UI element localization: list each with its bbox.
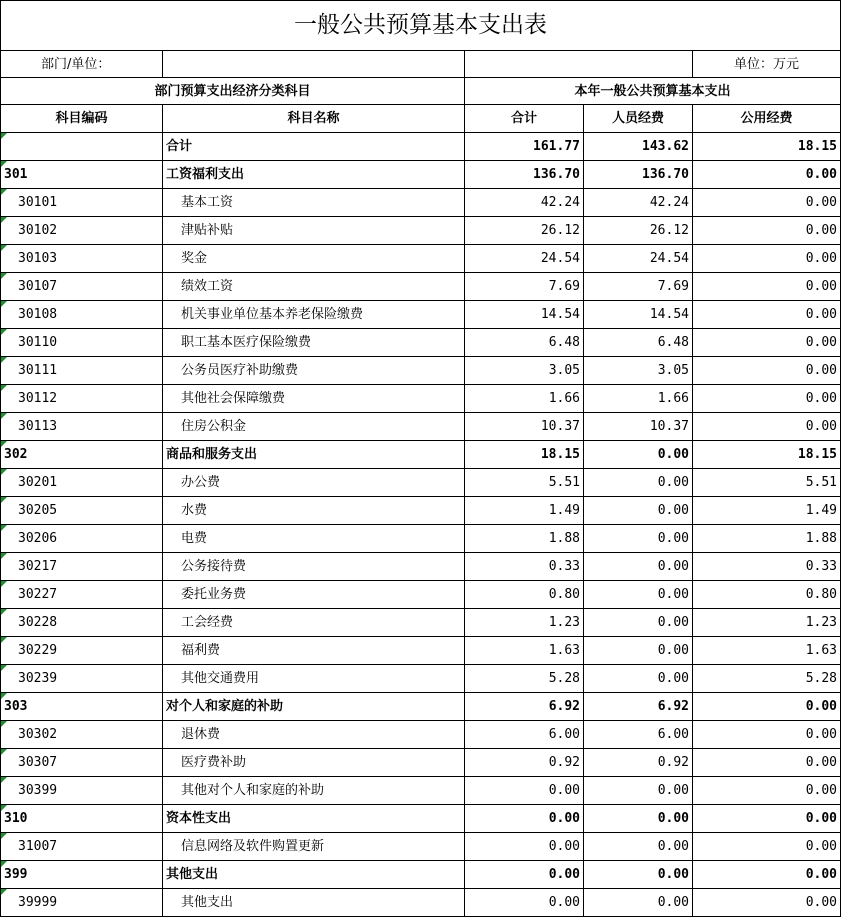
row-personnel: 3.05 <box>584 357 693 385</box>
row-code: 30201 <box>1 469 163 497</box>
row-total: 0.92 <box>465 749 584 777</box>
row-total: 7.69 <box>465 273 584 301</box>
row-code: 30113 <box>1 413 163 441</box>
row-public: 0.00 <box>693 721 841 749</box>
table-row <box>1 329 841 357</box>
row-total: 5.28 <box>465 665 584 693</box>
summary-total: 161.77 <box>465 133 584 161</box>
row-public: 0.00 <box>693 749 841 777</box>
row-total: 24.54 <box>465 245 584 273</box>
row-total: 6.00 <box>465 721 584 749</box>
row-code: 30206 <box>1 525 163 553</box>
row-name: 工资福利支出 <box>163 161 465 189</box>
row-name: 其他对个人和家庭的补助 <box>163 777 465 805</box>
table-row <box>1 553 841 581</box>
row-name: 办公费 <box>163 469 465 497</box>
row-code: 30399 <box>1 777 163 805</box>
row-name: 委托业务费 <box>163 581 465 609</box>
row-personnel: 7.69 <box>584 273 693 301</box>
row-code: 31007 <box>1 833 163 861</box>
row-name: 机关事业单位基本养老保险缴费 <box>163 301 465 329</box>
row-code: 30103 <box>1 245 163 273</box>
row-name: 电费 <box>163 525 465 553</box>
row-public: 0.00 <box>693 833 841 861</box>
table-row <box>1 525 841 553</box>
row-personnel: 26.12 <box>584 217 693 245</box>
category-row <box>1 805 841 833</box>
row-personnel: 0.00 <box>584 553 693 581</box>
row-public: 0.33 <box>693 553 841 581</box>
table-row <box>1 273 841 301</box>
row-name: 对个人和家庭的补助 <box>163 693 465 721</box>
summary-public: 18.15 <box>693 133 841 161</box>
row-personnel: 0.00 <box>584 497 693 525</box>
header-code: 科目编码 <box>1 105 163 133</box>
row-personnel: 0.00 <box>584 777 693 805</box>
table-row <box>1 301 841 329</box>
row-total: 5.51 <box>465 469 584 497</box>
header-total: 合计 <box>465 105 584 133</box>
row-public: 5.51 <box>693 469 841 497</box>
row-total: 42.24 <box>465 189 584 217</box>
table-row <box>1 413 841 441</box>
row-code: 30229 <box>1 637 163 665</box>
row-total: 1.49 <box>465 497 584 525</box>
row-name: 信息网络及软件购置更新 <box>163 833 465 861</box>
row-personnel: 0.92 <box>584 749 693 777</box>
row-public: 0.00 <box>693 329 841 357</box>
table-row <box>1 777 841 805</box>
summary-name: 合计 <box>163 133 465 161</box>
row-public: 1.23 <box>693 609 841 637</box>
row-name: 商品和服务支出 <box>163 441 465 469</box>
table-row <box>1 217 841 245</box>
row-name: 公务接待费 <box>163 553 465 581</box>
row-name: 津贴补贴 <box>163 217 465 245</box>
row-name: 奖金 <box>163 245 465 273</box>
row-code: 30112 <box>1 385 163 413</box>
row-total: 136.70 <box>465 161 584 189</box>
title-row <box>1 1 841 51</box>
row-code: 30228 <box>1 609 163 637</box>
row-personnel: 0.00 <box>584 861 693 889</box>
row-code: 30107 <box>1 273 163 301</box>
row-name: 其他支出 <box>163 861 465 889</box>
row-personnel: 6.00 <box>584 721 693 749</box>
row-public: 0.00 <box>693 189 841 217</box>
table-row <box>1 581 841 609</box>
row-name: 其他交通费用 <box>163 665 465 693</box>
row-code: 30239 <box>1 665 163 693</box>
row-total: 0.00 <box>465 833 584 861</box>
group-header-left: 部门预算支出经济分类科目 <box>1 78 465 105</box>
row-code: 301 <box>1 161 163 189</box>
row-total: 14.54 <box>465 301 584 329</box>
row-public: 0.00 <box>693 245 841 273</box>
group-header-right: 本年一般公共预算基本支出 <box>465 78 841 105</box>
table-row <box>1 469 841 497</box>
row-personnel: 1.66 <box>584 385 693 413</box>
table-row <box>1 245 841 273</box>
table-row <box>1 749 841 777</box>
row-code: 302 <box>1 441 163 469</box>
category-row <box>1 161 841 189</box>
row-personnel: 0.00 <box>584 833 693 861</box>
header-public: 公用经费 <box>693 105 841 133</box>
row-name: 职工基本医疗保险缴费 <box>163 329 465 357</box>
row-total: 1.88 <box>465 525 584 553</box>
row-public: 0.00 <box>693 889 841 917</box>
row-public: 5.28 <box>693 665 841 693</box>
row-personnel: 0.00 <box>584 581 693 609</box>
row-public: 0.00 <box>693 861 841 889</box>
row-personnel: 10.37 <box>584 413 693 441</box>
header-personnel: 人员经费 <box>584 105 693 133</box>
row-name: 退休费 <box>163 721 465 749</box>
dept-label: 部门/单位： <box>1 51 163 78</box>
row-name: 其他社会保障缴费 <box>163 385 465 413</box>
row-public: 1.49 <box>693 497 841 525</box>
row-total: 1.23 <box>465 609 584 637</box>
row-total: 18.15 <box>465 441 584 469</box>
table-row <box>1 833 841 861</box>
row-public: 18.15 <box>693 441 841 469</box>
row-name: 工会经费 <box>163 609 465 637</box>
table-row <box>1 497 841 525</box>
row-personnel: 6.48 <box>584 329 693 357</box>
row-code: 310 <box>1 805 163 833</box>
row-personnel: 0.00 <box>584 889 693 917</box>
row-code: 30205 <box>1 497 163 525</box>
row-name: 其他支出 <box>163 889 465 917</box>
summary-code <box>1 133 163 161</box>
row-code: 30217 <box>1 553 163 581</box>
row-total: 0.80 <box>465 581 584 609</box>
row-name: 资本性支出 <box>163 805 465 833</box>
row-code: 30110 <box>1 329 163 357</box>
table-row <box>1 357 841 385</box>
row-personnel: 42.24 <box>584 189 693 217</box>
row-total: 0.00 <box>465 889 584 917</box>
category-row <box>1 861 841 889</box>
row-personnel: 0.00 <box>584 525 693 553</box>
row-code: 30108 <box>1 301 163 329</box>
row-total: 1.63 <box>465 637 584 665</box>
column-header-row <box>1 105 841 133</box>
row-total: 0.00 <box>465 777 584 805</box>
row-personnel: 0.00 <box>584 637 693 665</box>
row-personnel: 0.00 <box>584 469 693 497</box>
row-total: 6.92 <box>465 693 584 721</box>
row-public: 0.00 <box>693 273 841 301</box>
row-personnel: 14.54 <box>584 301 693 329</box>
row-code: 30102 <box>1 217 163 245</box>
row-name: 住房公积金 <box>163 413 465 441</box>
row-personnel: 0.00 <box>584 441 693 469</box>
summary-row <box>1 133 841 161</box>
table-row <box>1 609 841 637</box>
group-header-row <box>1 78 841 105</box>
row-total: 0.00 <box>465 861 584 889</box>
row-name: 医疗费补助 <box>163 749 465 777</box>
summary-personnel: 143.62 <box>584 133 693 161</box>
header-name: 科目名称 <box>163 105 465 133</box>
row-code: 39999 <box>1 889 163 917</box>
table-row <box>1 889 841 917</box>
row-total: 0.00 <box>465 805 584 833</box>
row-total: 10.37 <box>465 413 584 441</box>
row-code: 399 <box>1 861 163 889</box>
row-personnel: 136.70 <box>584 161 693 189</box>
row-public: 0.00 <box>693 357 841 385</box>
row-public: 0.00 <box>693 693 841 721</box>
row-public: 0.00 <box>693 413 841 441</box>
table-row <box>1 637 841 665</box>
unit-label: 单位：万元 <box>693 51 841 78</box>
dept-value <box>163 51 465 78</box>
row-personnel: 0.00 <box>584 805 693 833</box>
row-name: 基本工资 <box>163 189 465 217</box>
row-total: 3.05 <box>465 357 584 385</box>
row-public: 0.80 <box>693 581 841 609</box>
row-total: 0.33 <box>465 553 584 581</box>
row-code: 30111 <box>1 357 163 385</box>
row-name: 水费 <box>163 497 465 525</box>
row-personnel: 24.54 <box>584 245 693 273</box>
row-public: 0.00 <box>693 217 841 245</box>
table-row <box>1 189 841 217</box>
row-personnel: 6.92 <box>584 693 693 721</box>
row-public: 0.00 <box>693 385 841 413</box>
table-row <box>1 721 841 749</box>
category-row <box>1 441 841 469</box>
row-public: 1.63 <box>693 637 841 665</box>
row-name: 福利费 <box>163 637 465 665</box>
page-title: 一般公共预算基本支出表 <box>1 1 841 51</box>
row-public: 0.00 <box>693 301 841 329</box>
table-row <box>1 665 841 693</box>
row-public: 0.00 <box>693 161 841 189</box>
row-total: 26.12 <box>465 217 584 245</box>
table-row <box>1 385 841 413</box>
meta-blank <box>465 51 693 78</box>
row-personnel: 0.00 <box>584 609 693 637</box>
meta-row <box>1 51 841 78</box>
row-code: 303 <box>1 693 163 721</box>
row-code: 30101 <box>1 189 163 217</box>
row-code: 30307 <box>1 749 163 777</box>
row-public: 1.88 <box>693 525 841 553</box>
category-row <box>1 693 841 721</box>
row-public: 0.00 <box>693 777 841 805</box>
row-name: 公务员医疗补助缴费 <box>163 357 465 385</box>
row-code: 30302 <box>1 721 163 749</box>
row-code: 30227 <box>1 581 163 609</box>
row-name: 绩效工资 <box>163 273 465 301</box>
row-total: 6.48 <box>465 329 584 357</box>
row-public: 0.00 <box>693 805 841 833</box>
row-total: 1.66 <box>465 385 584 413</box>
row-personnel: 0.00 <box>584 665 693 693</box>
